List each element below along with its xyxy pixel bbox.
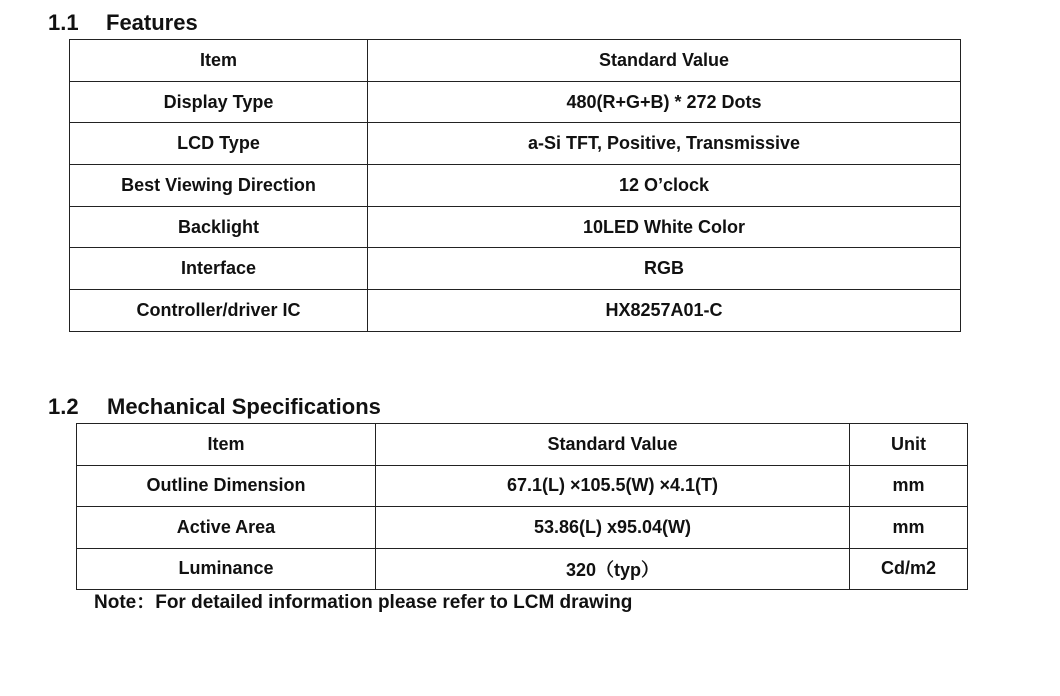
item-cell: Display Type	[70, 81, 368, 123]
table-row	[70, 123, 961, 165]
table-row	[70, 290, 961, 332]
table-row	[70, 81, 961, 123]
value-cell: 53.86(L) x95.04(W)	[376, 507, 850, 549]
unit-cell: mm	[850, 507, 968, 549]
unit-cell: mm	[850, 465, 968, 507]
features-table	[69, 39, 961, 332]
unit-cell: Cd/m2	[850, 548, 968, 590]
value-cell: 480(R+G+B) * 272 Dots	[368, 81, 961, 123]
features-heading	[48, 10, 198, 36]
mechanical-section-number: 1.2	[48, 394, 79, 419]
value-cell: 67.1(L) ×105.5(W) ×4.1(T)	[376, 465, 850, 507]
table-row	[70, 248, 961, 290]
header-cell-unit: Unit	[850, 424, 968, 466]
item-cell: LCD Type	[70, 123, 368, 165]
mechanical-table	[76, 423, 968, 590]
drawing-note: Note：For detailed information please refer to LCM drawing	[94, 592, 633, 613]
value-cell: 320（typ）	[376, 548, 850, 590]
item-cell: Outline Dimension	[77, 465, 376, 507]
header-cell-item: Item	[77, 424, 376, 466]
table-header-row	[70, 40, 961, 82]
mechanical-heading	[48, 394, 381, 420]
table-row	[70, 165, 961, 207]
item-cell: Controller/driver IC	[70, 290, 368, 332]
item-cell: Backlight	[70, 206, 368, 248]
header-cell-item: Item	[70, 40, 368, 82]
mechanical-section-title: Mechanical Specifications	[107, 394, 381, 419]
value-cell: 12 O’clock	[368, 165, 961, 207]
table-row	[77, 465, 968, 507]
value-cell: a-Si TFT, Positive, Transmissive	[368, 123, 961, 165]
value-cell: 10LED White Color	[368, 206, 961, 248]
item-cell: Interface	[70, 248, 368, 290]
header-cell-standard-value: Standard Value	[376, 424, 850, 466]
features-section-number: 1.1	[48, 10, 79, 35]
item-cell: Best Viewing Direction	[70, 165, 368, 207]
table-row	[70, 206, 961, 248]
value-cell: HX8257A01-C	[368, 290, 961, 332]
table-header-row	[77, 424, 968, 466]
features-section-title: Features	[106, 10, 198, 35]
item-cell: Luminance	[77, 548, 376, 590]
item-cell: Active Area	[77, 507, 376, 549]
table-row	[77, 507, 968, 549]
value-cell: RGB	[368, 248, 961, 290]
table-row	[77, 548, 968, 590]
header-cell-standard-value: Standard Value	[368, 40, 961, 82]
